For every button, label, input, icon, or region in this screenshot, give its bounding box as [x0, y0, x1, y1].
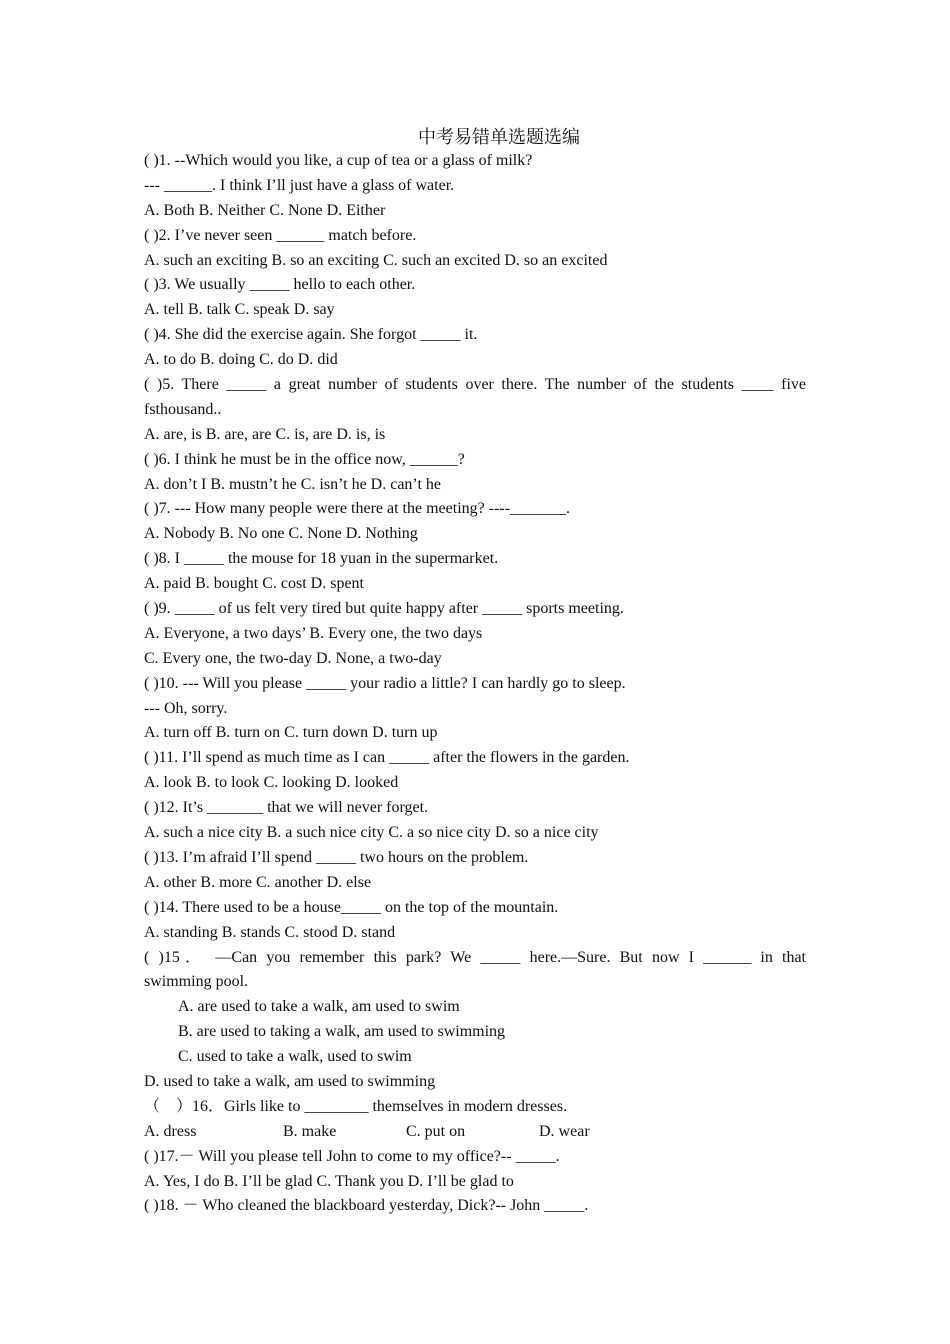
question-3: ( )3. We usually _____ hello to each other.: [144, 276, 416, 294]
options-3: A. tell B. talk C. speak D. say: [144, 301, 335, 319]
question-18: ( )18. － Who cleaned the blackboard yesterday, Dick?-- John _____.: [144, 1197, 589, 1215]
options-1: A. Both B. Neither C. None D. Either: [144, 201, 386, 219]
question-15-continued: swimming pool.: [144, 973, 249, 991]
option-15-a: A. are used to take a walk, am used to swim: [178, 998, 460, 1016]
question-5-continued: fsthousand..: [144, 400, 222, 418]
option-15-d: D. used to take a walk, am used to swimming: [144, 1072, 436, 1090]
answer-line: --- ______. I think I’ll just have a glass of water.: [144, 176, 455, 194]
question-2: ( )2. I’ve never seen ______ match before.: [144, 226, 417, 244]
question-9: ( )9. _____ of us felt very tired but quite happy after _____ sports meeting.: [144, 600, 624, 618]
question-6: ( )6. I think he must be in the office now, ______?: [144, 450, 465, 468]
options-10: A. turn off B. turn on C. turn down D. turn up: [144, 724, 438, 742]
question-7: ( )7. --- How many people were there at the meeting? ----_______.: [144, 500, 571, 518]
option-15-c: C. used to take a walk, used to swim: [178, 1048, 412, 1066]
question-17: ( )17.－ Will you please tell John to come to my office?-- _____.: [144, 1147, 560, 1165]
options-6: A. don’t I B. mustn’t he C. isn’t he D. can’t he: [144, 475, 442, 493]
question-16: （ ）16．Girls like to ________ themselves in modern dresses.: [144, 1097, 568, 1115]
question-4: ( )4. She did the exercise again. She forgot _____ it.: [144, 326, 478, 344]
options-5: A. are, is B. are, are C. is, are D. is, is: [144, 425, 386, 443]
option-15-b: B. are used to taking a walk, am used to swimming: [178, 1023, 506, 1041]
options-13: A. other B. more C. another D. else: [144, 873, 372, 891]
options-7: A. Nobody B. No one C. None D. Nothing: [144, 525, 418, 543]
options-17: A. Yes, I do B. I’ll be glad C. Thank you D. I’ll be glad to: [144, 1172, 514, 1190]
option-16-d: D. wear: [539, 1122, 590, 1140]
options-9-ab: A. Everyone, a two days’ B. Every one, the two days: [144, 624, 483, 642]
question-11: ( )11. I’ll spend as much time as I can _____ after the flowers in the garden.: [144, 749, 630, 767]
question-15: ( )15． —Can you remember this park? We _____ here.—Sure. But now I ______ in that: [144, 948, 806, 966]
question-12: ( )12. It’s _______ that we will never forget.: [144, 799, 429, 817]
option-16-a: A. dress: [144, 1122, 197, 1140]
question-list: [144, 149, 806, 1219]
options-16: [144, 1120, 806, 1145]
answer-line: --- Oh, sorry.: [144, 699, 228, 717]
question-10: ( )10. --- Will you please _____ your radio a little? I can hardly go to sleep.: [144, 674, 626, 692]
options-9-cd: C. Every one, the two-day D. None, a two-day: [144, 649, 442, 667]
question-5: ( )5. There _____ a great number of students over there. The number of the students ____ five: [144, 376, 806, 394]
options-14: A. standing B. stands C. stood D. stand: [144, 923, 396, 941]
options-2: A. such an exciting B. so an exciting C. such an excited D. so an excited: [144, 251, 608, 269]
question-8: ( )8. I _____ the mouse for 18 yuan in the supermarket.: [144, 550, 499, 568]
options-4: A. to do B. doing C. do D. did: [144, 351, 338, 369]
options-8: A. paid B. bought C. cost D. spent: [144, 575, 364, 593]
option-16-c: C. put on: [406, 1122, 466, 1140]
options-12: A. such a nice city B. a such nice city C. a so nice city D. so a nice city: [144, 824, 599, 842]
question-13: ( )13. I’m afraid I’ll spend _____ two hours on the problem.: [144, 848, 529, 866]
question-14: ( )14. There used to be a house_____ on the top of the mountain.: [144, 898, 559, 916]
options-11: A. look B. to look C. looking D. looked: [144, 774, 399, 792]
page-title: 中考易错单选题选编: [418, 127, 580, 147]
option-16-b: B. make: [283, 1122, 337, 1140]
question-1: ( )1. --Which would you like, a cup of tea or a glass of milk?: [144, 152, 533, 169]
